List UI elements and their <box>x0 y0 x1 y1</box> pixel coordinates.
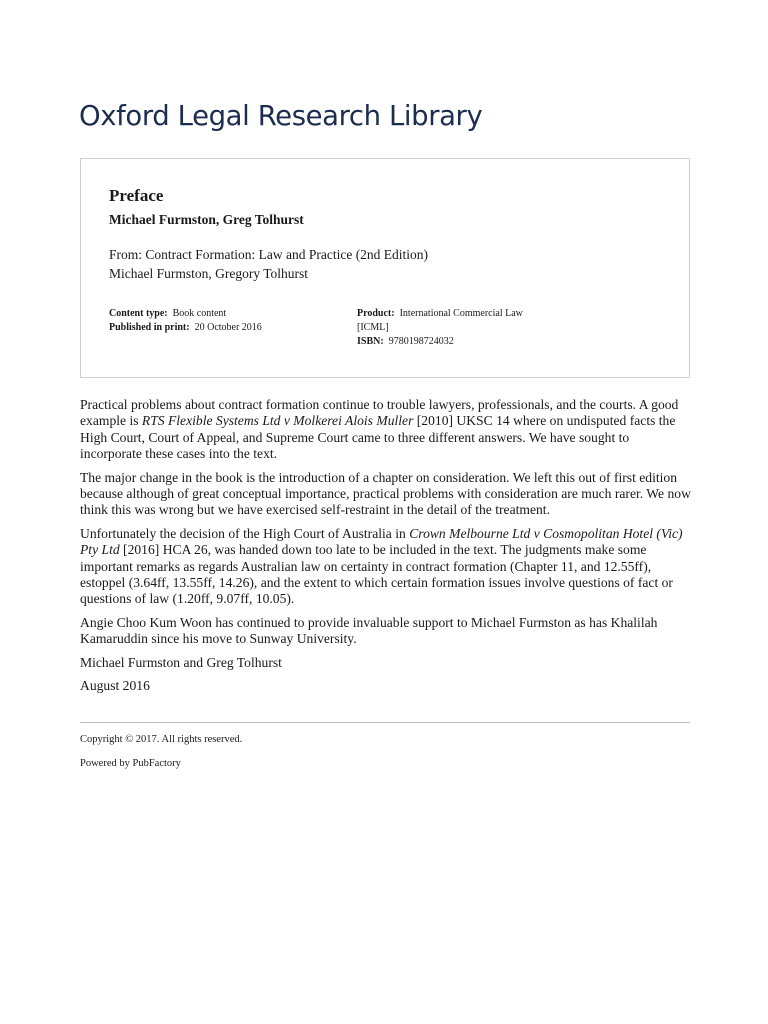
metadata-left <box>109 307 262 335</box>
published-value: 20 October 2016 <box>194 322 262 333</box>
brand-oxford: Oxford <box>79 100 170 132</box>
authors: Michael Furmston, Greg Tolhurst <box>109 212 304 227</box>
isbn-label: ISBN: <box>357 336 384 347</box>
published-row <box>109 321 262 335</box>
from-line: From: Contract Formation: Law and Practice (2nd Edition) <box>109 247 429 262</box>
paragraph-4: Angie Choo Kum Woon has continued to provide invaluable support to Michael Furmston as has Khalilah Kamaruddin since his move to Sunway University. <box>80 614 658 647</box>
metadata-right <box>357 307 557 349</box>
product-value: International Commercial Law [ICML] <box>357 308 523 333</box>
copyright: Copyright © 2017. All rights reserved. <box>80 734 243 745</box>
signoff: Michael Furmston and Greg Tolhurst <box>80 654 282 670</box>
p1-text-a: Practical problems about contract formation continue to trouble lawyers, professionals, and the courts. A good example is <box>80 397 679 429</box>
isbn-row <box>357 335 557 349</box>
content-type-row <box>109 307 262 321</box>
p1-text-b: [2010] UKSC 14 where on undisputed facts the High Court, Court of Appeal, and Supreme Court came to three different answers. We have sought to incorporate these cases into the text. <box>80 413 676 462</box>
product-label: Product: <box>357 308 395 319</box>
p3-text-a: Unfortunately the decision of the High Court of Australia in <box>80 525 410 541</box>
product-row <box>357 307 557 335</box>
from-authors: Michael Furmston, Gregory Tolhurst <box>109 266 309 281</box>
powered-by: Powered by PubFactory <box>80 758 181 769</box>
case-citation-rts: RTS Flexible Systems Ltd v Molkerei Alois Muller <box>141 413 414 429</box>
paragraph-1 <box>80 397 692 463</box>
isbn-value: 9780198724032 <box>388 336 454 347</box>
paragraph-3 <box>80 526 692 608</box>
paragraph-2: The major change in the book is the introduction of a chapter on consideration. We left this out of first edition because although of great conceptual importance, practical problems with consideration are much rarer. We now think this was wrong but we have exercised self-restraint in the detail of the treatment. <box>80 469 691 518</box>
brand-logo <box>79 100 482 132</box>
content-type-value: Book content <box>172 308 227 319</box>
brand-library: Legal Research Library <box>169 100 483 132</box>
footer-divider <box>80 722 690 723</box>
p3-text-b: [2016] HCA 26, was handed down too late to be included in the text. The judgments make some important remarks as regards Australian law on certainty in contract formation (Chapter 11, and 12.55ff), estoppel (3.64ff, 13.55ff, 14.26), and the extent to which certain formation issues involve questions of fact or questions of law (1.20ff, 9.07ff, 10.05). <box>80 542 673 607</box>
case-citation-crown: Crown Melbourne Ltd v Cosmopolitan Hotel (Vic) Pty Ltd <box>80 525 683 558</box>
page-title: Preface <box>109 186 164 205</box>
source-info <box>109 245 428 283</box>
date: August 2016 <box>80 678 150 694</box>
published-label: Published in print: <box>109 322 190 333</box>
preface-body <box>80 397 692 702</box>
content-type-label: Content type: <box>109 308 168 319</box>
metadata-box <box>80 158 690 378</box>
